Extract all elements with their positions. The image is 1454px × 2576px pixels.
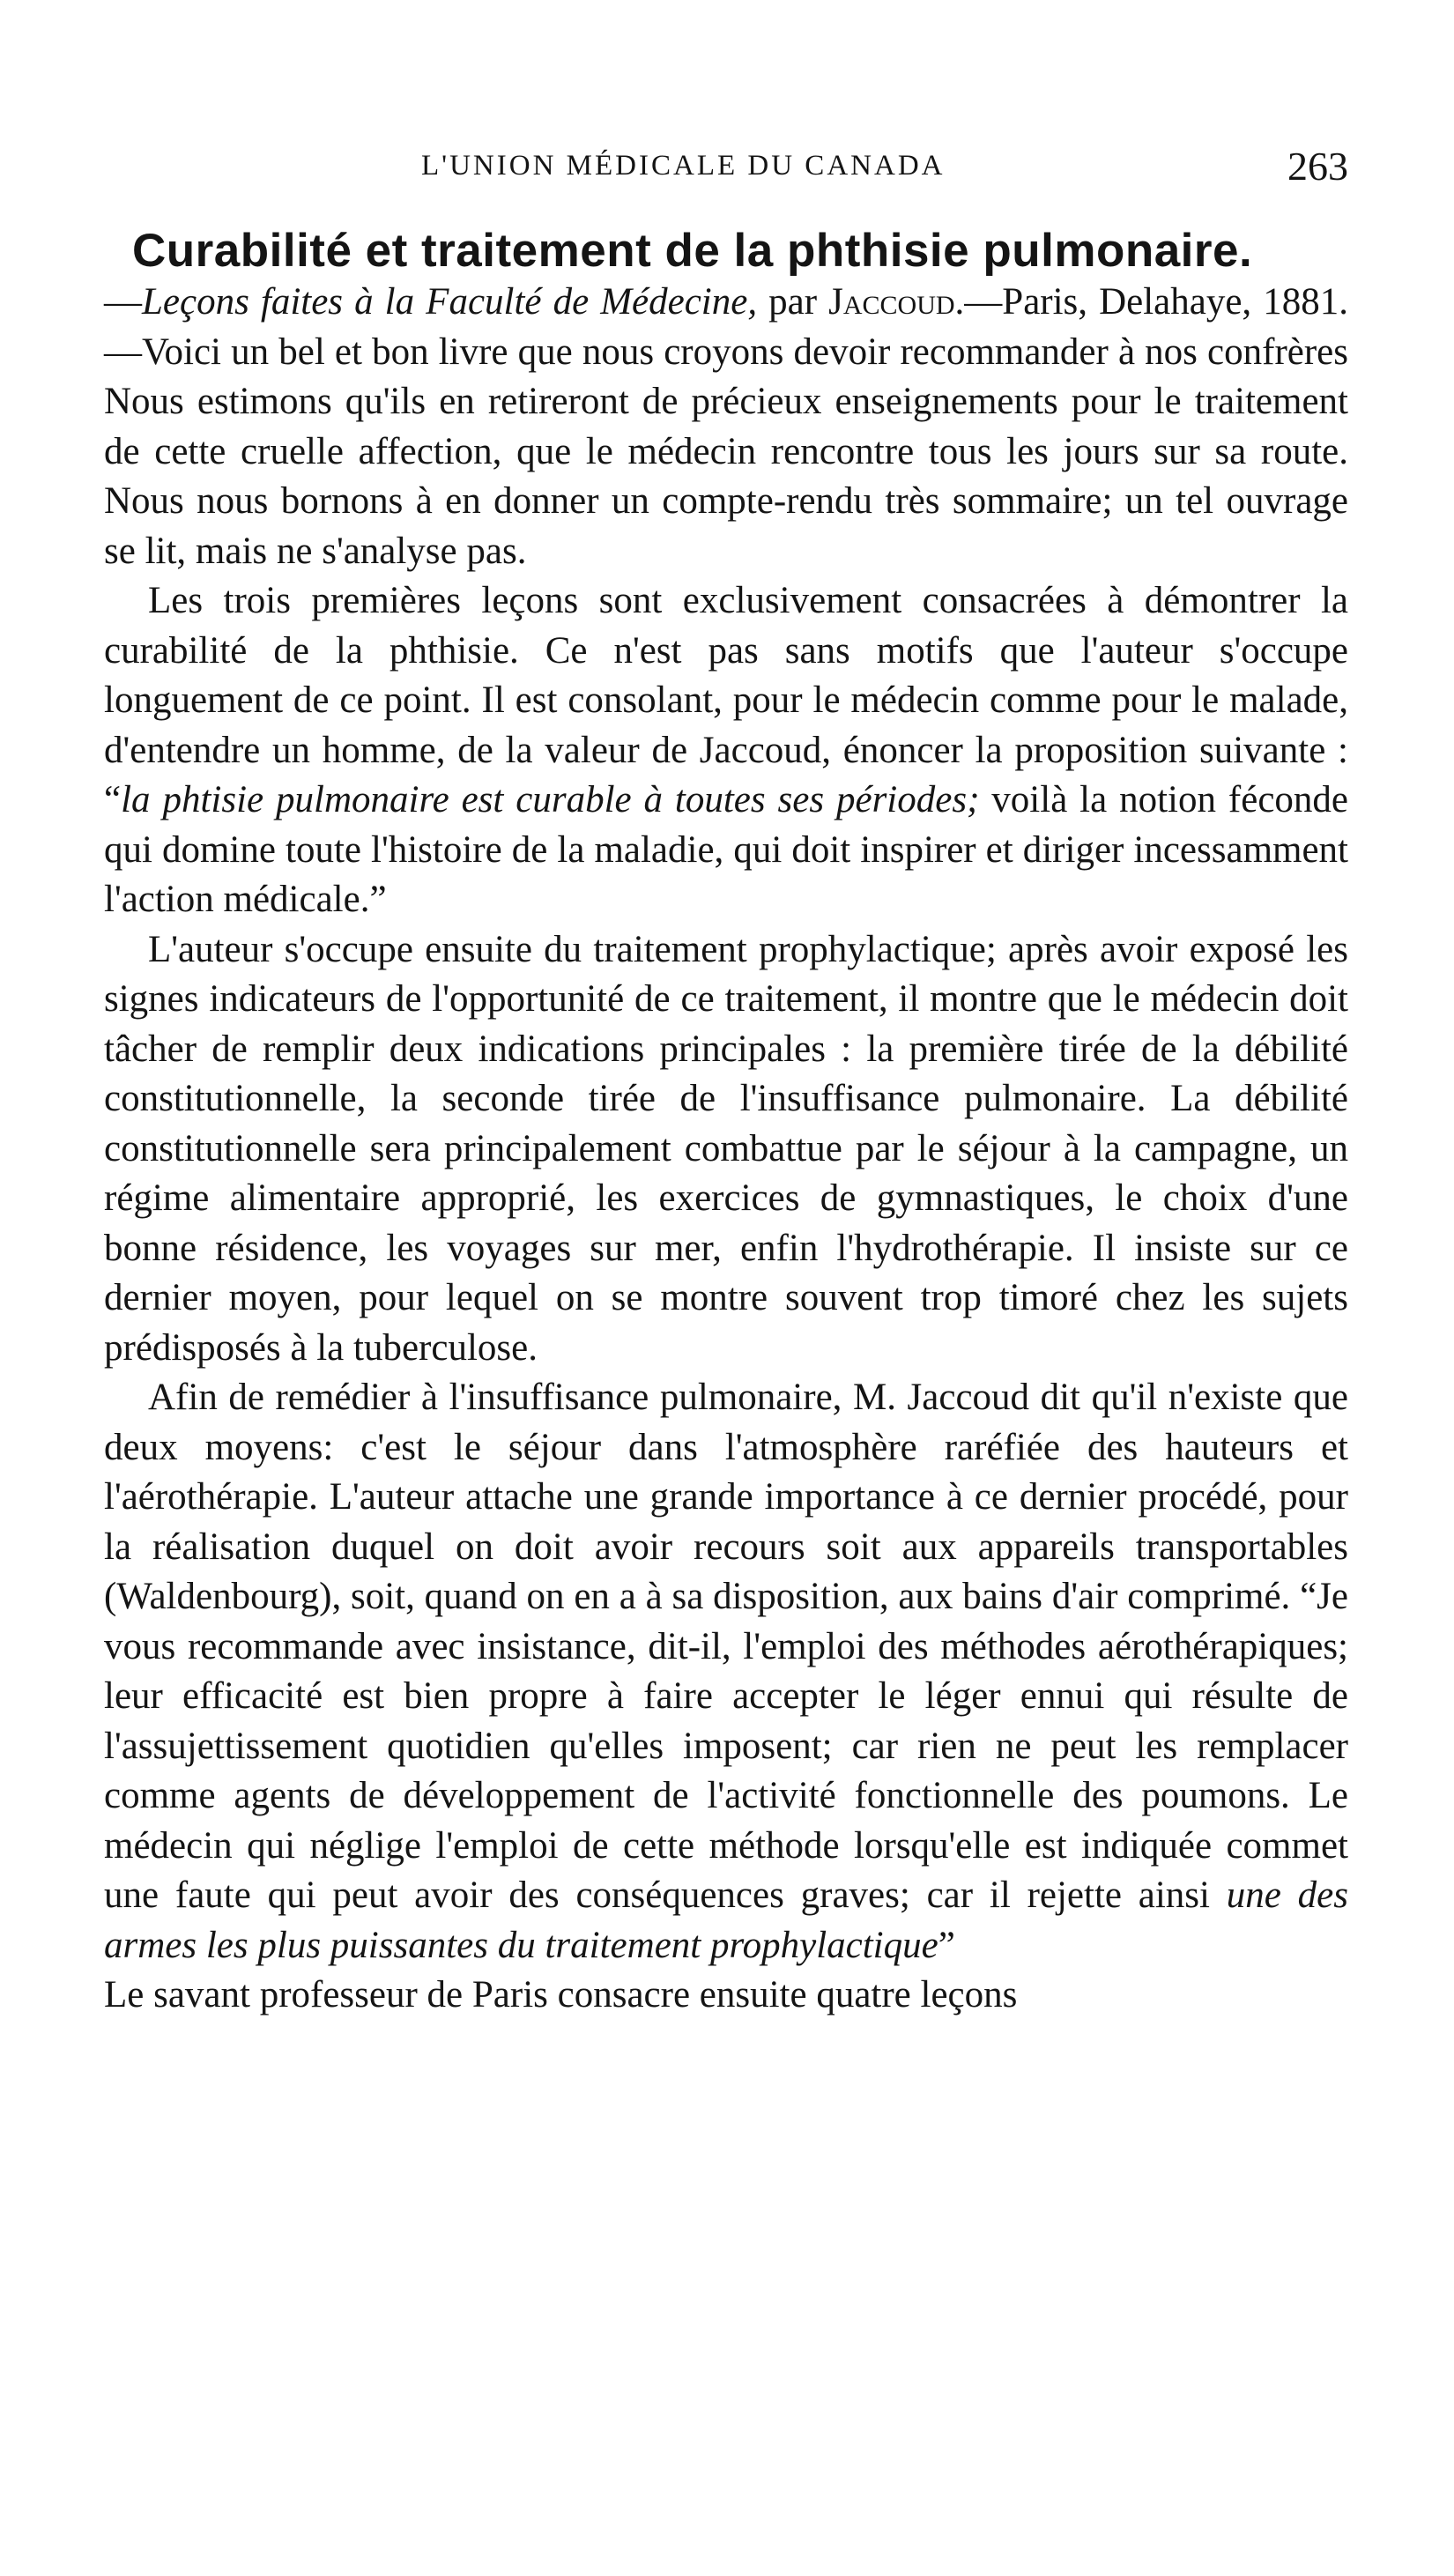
- paragraph-2-text-b: voilà la notion féconde qui domine toute l'histoire de la maladie, qui doit inspirer et diriger incessamment l'action médicale.”: [104, 779, 1348, 920]
- paragraph-2: [104, 576, 1348, 925]
- paragraph-4-text-a: Afin de remédier à l'insuffisance pulmonaire, M. Jaccoud dit qu'il n'existe que deux moyens: c'est le séjour dans l'atmosphère raréfiée des hauteurs et l'aérothérapie. L'auteur attache une grande importance à ce dernier procédé, pour la réalisation duquel on doit avoir recours soit aux appareils transportables (Waldenbourg), soit, quand on en a à sa disposition, aux bains d'air comprimé. “Je vous recommande avec insistance, dit-il, l'emploi des méthodes aérothérapiques; leur efficacité est bien propre à faire accepter le léger ennui qui résulte de l'assujettissement quotidien qu'elles imposent; car rien ne peut les remplacer comme agents de développement de l'activité fonctionnelle des poumons. Le médecin qui néglige l'emploi de cette méthode lorsqu'elle est indiquée commet une faute qui peut avoir des conséquences graves; car il rejette ainsi: [104, 1377, 1348, 1916]
- paragraph-1-text: .—Paris, Delahaye, 1881.—Voici un bel et bon livre que nous croyons devoir recommander à nos confrères Nous estimons qu'ils en retireront de précieux enseignements pour le traitement de cette cruelle affection, que le médecin rencontre tous les jours sur sa route. Nous nous bornons à en donner un compte-rendu très sommaire; un tel ouvrage se lit, mais ne s'analyse pas.: [104, 281, 1348, 572]
- page-number: 263: [1287, 144, 1348, 189]
- paragraph-2-text-a: Les trois premières leçons sont exclusivement consacrées à démontrer la curabilité de la phthisie. Ce n'est pas sans motifs que l'auteur s'occupe longuement de ce point. Il est consolant, pour le médecin comme pour le malade, d'entendre un homme, de la valeur de Jaccoud, énoncer la proposition suivante : “: [104, 580, 1348, 820]
- journal-page: [104, 141, 1348, 2021]
- paragraph-4-text-b: ”: [938, 1924, 955, 1966]
- author-name: Jaccoud: [828, 281, 955, 323]
- dash: —: [104, 281, 142, 323]
- paragraph-2-quote: la phtisie pulmonaire est curable à toutes ses périodes;: [121, 779, 980, 820]
- running-title: L'UNION MÉDICALE DU CANADA: [421, 150, 946, 182]
- article-body: [104, 278, 1348, 2021]
- by-word: par: [757, 281, 829, 323]
- paragraph-4: [104, 1373, 1348, 1971]
- source-title: Leçons faites à la Faculté de Médecine,: [142, 281, 758, 323]
- article-title: Curabilité et traitement de la phthisie pulmonaire.: [132, 225, 1253, 277]
- running-header: [104, 141, 1348, 194]
- paragraph-5: Le savant professeur de Paris consacre ensuite quatre leçons: [104, 1974, 1018, 2016]
- paragraph-1: [104, 278, 1348, 576]
- paragraph-4-italic: une des armes les plus puissantes du traitement prophylactique: [104, 1874, 1348, 1966]
- paragraph-3: L'auteur s'occupe ensuite du traitement prophylactique; après avoir exposé les signes indicateurs de l'opportunité de ce traitement, il montre que le médecin doit tâcher de remplir deux indications principales : la première tirée de la débilité constitutionnelle, la seconde tirée de l'insuffisance pulmonaire. La débilité constitutionnelle sera principalement combattue par le séjour à la campagne, un régime alimentaire approprié, les exercices de gymnastiques, le choix d'une bonne résidence, les voyages sur mer, enfin l'hydrothérapie. Il insiste sur ce dernier moyen, pour lequel on se montre souvent trop timoré chez les sujets prédisposés à la tuberculose.: [104, 928, 1348, 1369]
